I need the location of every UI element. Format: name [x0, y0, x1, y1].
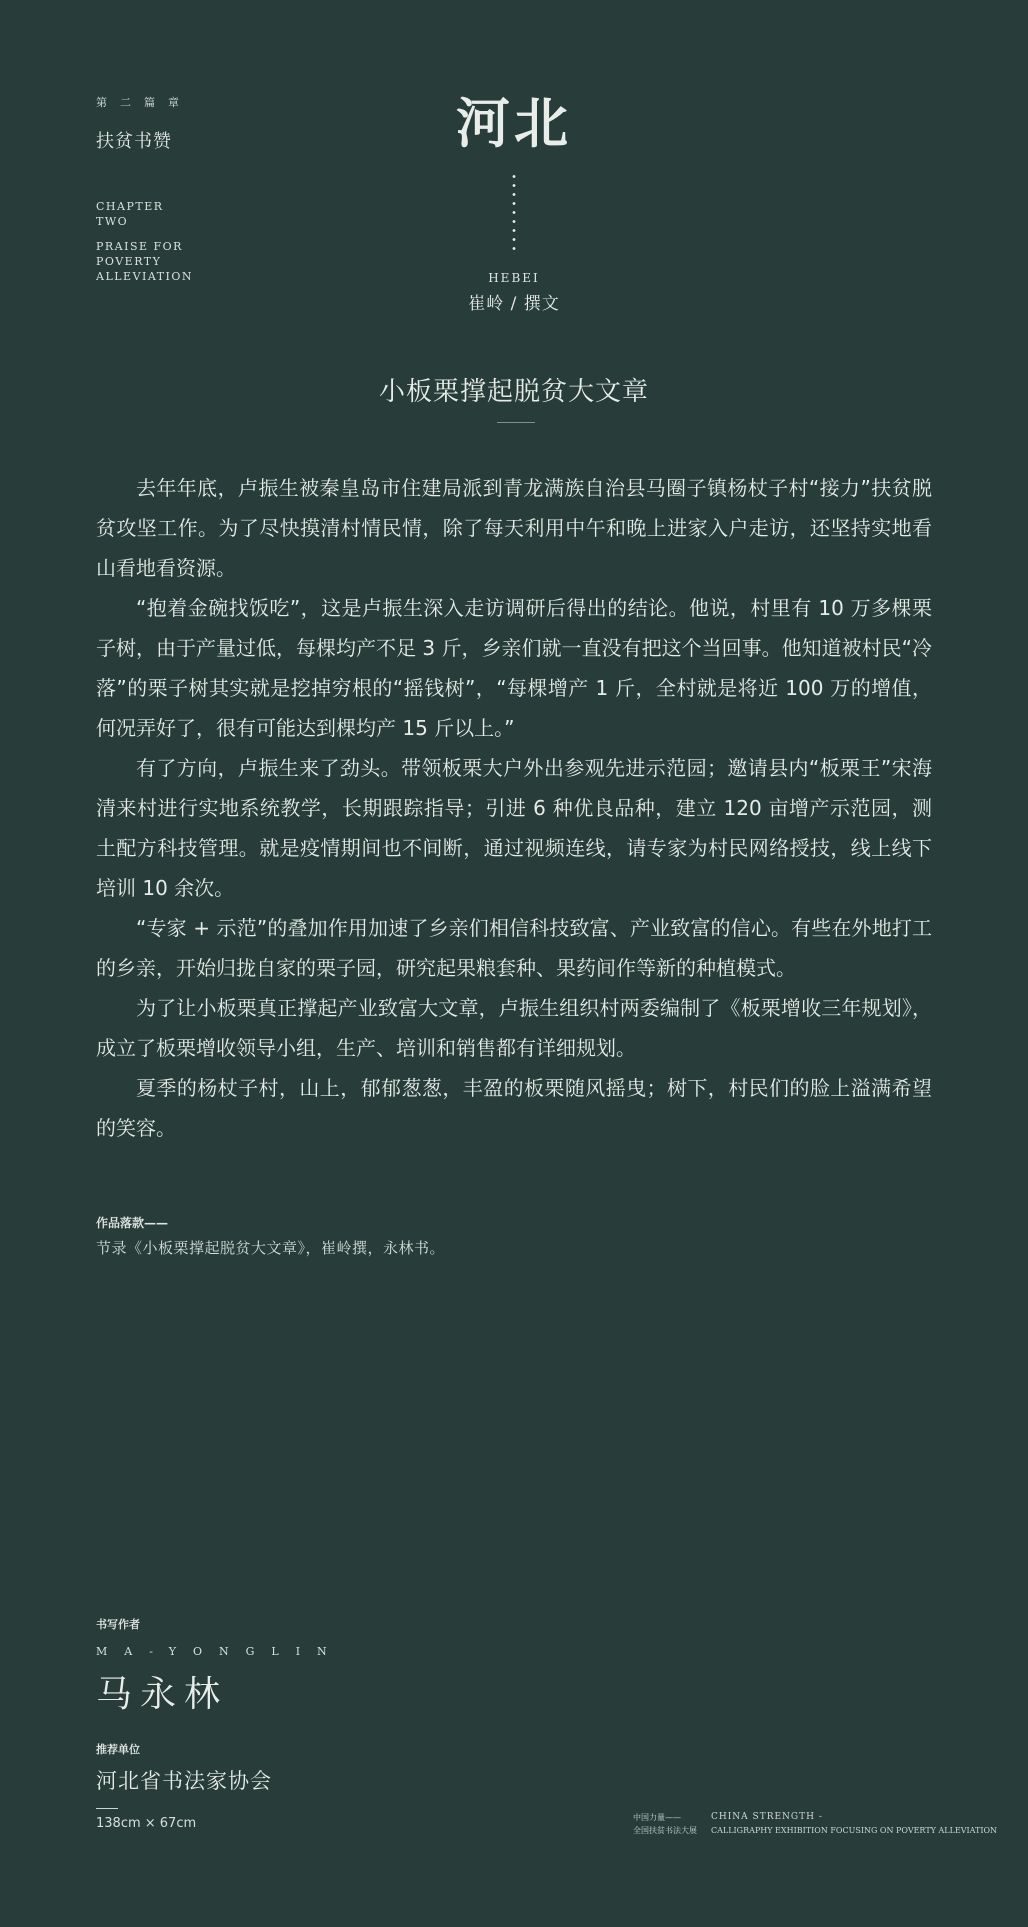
size-divider	[96, 1808, 118, 1809]
title-divider	[497, 422, 535, 423]
article-paragraph: “专家 + 示范”的叠加作用加速了乡亲们相信科技致富、产业致富的信心。有些在外地打工的乡亲，开始归拢自家的栗子园，研究起果粮套种、果药间作等新的种植模式。	[96, 916, 932, 980]
footer-english	[711, 1811, 997, 1837]
footer-english-line: CALLIGRAPHY EXHIBITION FOCUSING ON POVERTY ALLEVIATION	[711, 1826, 998, 1835]
chapter-english	[96, 199, 164, 229]
footer-chinese-line: 全国扶贫书法大展	[633, 1826, 697, 1835]
article-paragraph: 去年年底，卢振生被秦皇岛市住建局派到青龙满族自治县马圈子镇杨杖子村“接力”扶贫脱贫攻坚工作。为了尽快摸清村情民情，除了每天利用中午和晚上进家入户走访，还坚持实地看山看地看资源。	[96, 476, 932, 580]
article-paragraph: 夏季的杨杖子村，山上，郁郁葱葱，丰盈的板栗随风摇曳；树下，村民们的脸上溢满希望的笑容。	[96, 1076, 932, 1140]
footer-english-line: CHINA STRENGTH -	[711, 1812, 823, 1822]
article-paragraph: “抱着金碗找饭吃”，这是卢振生深入走访调研后得出的结论。他说，村里有 10 万多棵栗子树，由于产量过低，每棵均产不足 3 斤，乡亲们就一直没有把这个当回事。他知道被村民“冷落”的栗子树其实就是挖掉穷根的“摇钱树”，“每棵增产 1 斤，全村就是将近 100 万的增值，何况弄好了，很有可能达到棵均产 15 斤以上。”	[96, 596, 932, 740]
article-title: 小板栗撑起脱贫大文章	[378, 377, 649, 407]
colophon-label: 作品落款——	[96, 1216, 169, 1230]
theme-english-line: PRAISE FOR	[96, 240, 183, 253]
dotted-divider	[512, 172, 516, 250]
article-body	[96, 468, 932, 1148]
footer-chinese-line: 中国力量——	[633, 1813, 681, 1822]
chapter-name: 扶贫书赞	[96, 131, 172, 152]
article-paragraph: 有了方向，卢振生来了劲头。带领板栗大户外出参观先进示范园；邀请县内“板栗王”宋海清来村进行实地系统教学，长期跟踪指导；引进 6 种优良品种，建立 120 亩增产示范园，测土配方科技管理。就是疫情期间也不间断，通过视频连线，请专家为村民网络授技，线上线下培训 10 余次。	[96, 756, 932, 900]
province-english: HEBEI	[488, 271, 540, 285]
writer-name-english: MA-YONGLIN	[96, 1645, 344, 1658]
theme-english-line: ALLEVIATION	[96, 270, 194, 283]
organization-name: 河北省书法家协会	[96, 1769, 272, 1793]
province-title: 河北	[456, 91, 572, 155]
article-paragraph: 为了让小板栗真正撑起产业致富大文章，卢振生组织村两委编制了《板栗增收三年规划》，成立了板栗增收领导小组，生产、培训和销售都有详细规划。	[96, 996, 932, 1060]
chapter-english-line: TWO	[96, 215, 129, 228]
footer-chinese	[633, 1811, 697, 1837]
chapter-english-line: CHAPTER	[96, 200, 164, 213]
writer-label: 书写作者	[96, 1618, 140, 1631]
author-line: 崔岭 / 撰文	[468, 294, 560, 314]
writer-name: 马永林	[96, 1674, 229, 1715]
work-size: 138cm × 67cm	[96, 1816, 197, 1831]
organization-label: 推荐单位	[96, 1743, 140, 1756]
chapter-label: 第二篇章	[96, 96, 192, 109]
theme-english-line: POVERTY	[96, 255, 162, 268]
colophon-text: 节录《小板栗撑起脱贫大文章》，崔岭撰，永林书。	[96, 1239, 446, 1257]
